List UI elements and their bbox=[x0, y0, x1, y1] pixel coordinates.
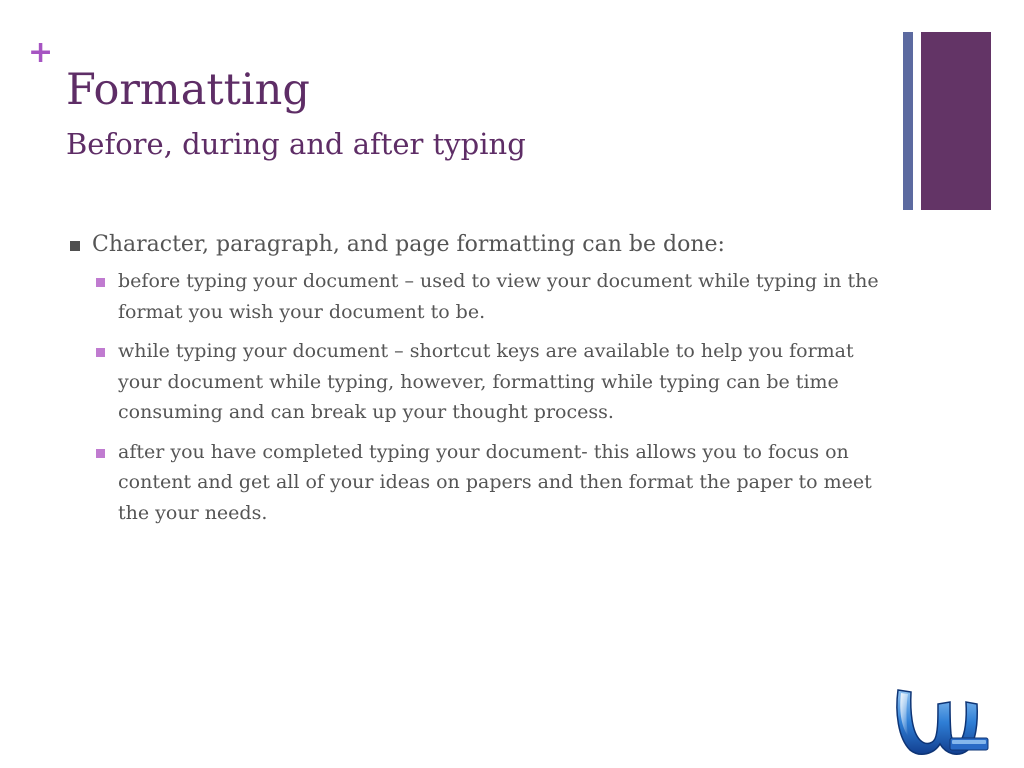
main-bullet-item bbox=[70, 228, 900, 262]
sub-bullet-text: before typing your document – used to view your document while typing in the format you wish your document to be. bbox=[118, 270, 879, 323]
plus-decoration-icon: + bbox=[28, 35, 54, 70]
square-bullet-icon bbox=[96, 449, 105, 458]
sub-bullet-text: while typing your document – shortcut keys are available to help you format your document while typing, however, formatting while typing can be time consuming and can break up your thought process. bbox=[118, 340, 854, 423]
slide-subtitle: Before, during and after typing bbox=[66, 127, 526, 161]
main-bullet-text: Character, paragraph, and page formatting can be done: bbox=[92, 232, 725, 257]
sub-bullet-text: after you have completed typing your document- this allows you to focus on content and get all of your ideas on papers and then format the paper to meet the your needs. bbox=[118, 440, 872, 524]
square-bullet-icon bbox=[70, 241, 80, 251]
square-bullet-icon bbox=[96, 278, 105, 287]
sub-bullet-item bbox=[96, 336, 900, 428]
microsoft-word-icon bbox=[892, 682, 992, 760]
sub-bullet-item bbox=[96, 437, 900, 529]
accent-bar-thin bbox=[903, 32, 913, 210]
square-bullet-icon bbox=[96, 348, 105, 357]
sub-bullet-list bbox=[70, 266, 900, 528]
accent-bar-thick bbox=[921, 32, 991, 210]
sub-bullet-item bbox=[96, 266, 900, 327]
slide-body bbox=[70, 228, 900, 537]
slide-title: Formatting bbox=[66, 65, 310, 115]
